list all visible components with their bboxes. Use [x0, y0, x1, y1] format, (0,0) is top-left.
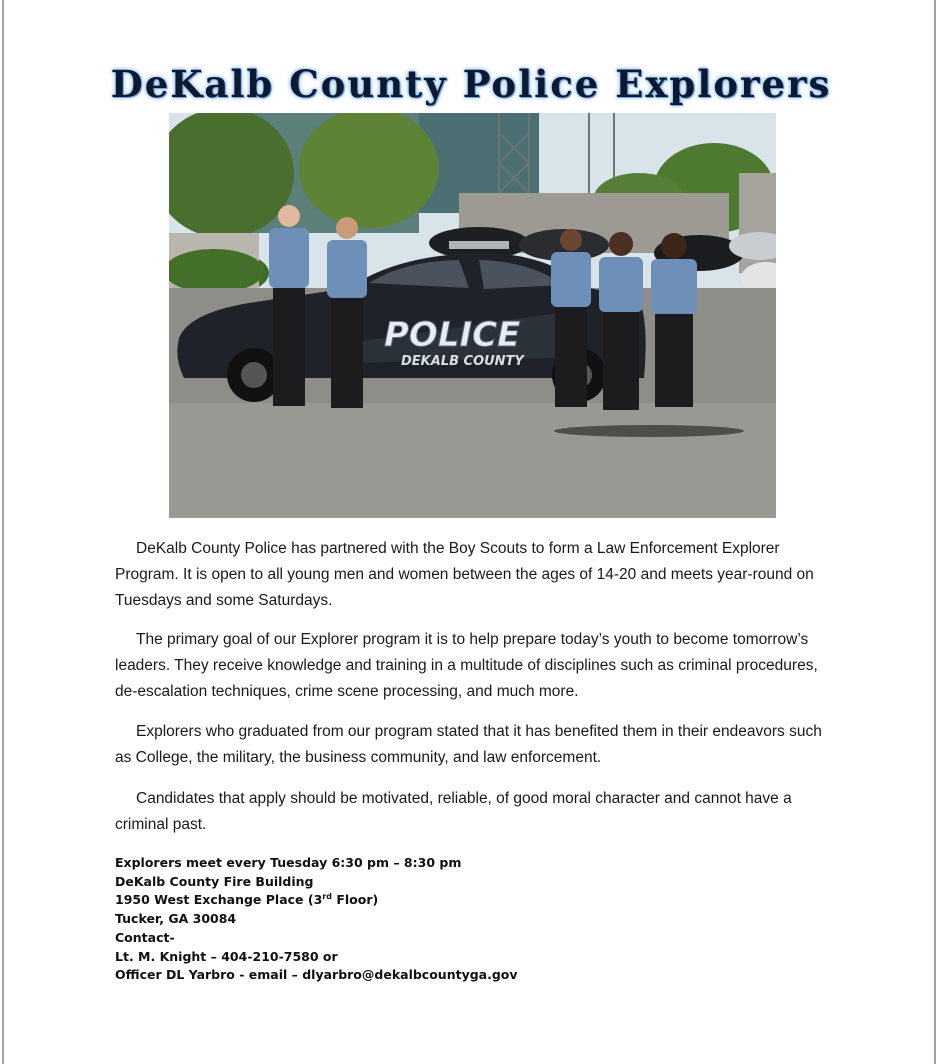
- meeting-building: DeKalb County Fire Building: [115, 873, 314, 889]
- paragraph-candidates: Candidates that apply should be motivated, reliable, of good moral character and cannot have a criminal past.: [115, 790, 792, 833]
- page-title: DeKalb County Police Explorers: [110, 62, 832, 106]
- paragraph-intro: DeKalb County Police has partnered with the Boy Scouts to form a Law Enforcement Explorer Program. It is open to all young men and women between the ages of 14-20 and meets year-round on Tuesdays and some Saturdays.: [115, 540, 814, 609]
- paragraph-goal: The primary goal of our Explorer program it is to help prepare today’s youth to become tomorrow’s leaders. They receive knowledge and training in a multitude of disciplines such as criminal procedures, de-escalation techniques, crime scene processing, and much more.: [115, 631, 818, 700]
- meeting-city: Tucker, GA 30084: [115, 911, 237, 927]
- contact-label: Contact-: [115, 929, 175, 945]
- explorers-photo: [169, 113, 776, 518]
- document-page: [2, 0, 936, 1064]
- meeting-info: [115, 854, 715, 985]
- paragraph-graduates: Explorers who graduated from our program stated that it has benefited them in their endeavors such as College, the military, the business community, and law enforcement.: [115, 723, 822, 766]
- contact-knight: Lt. M. Knight – 404-210-7580 or: [115, 948, 338, 964]
- meeting-address: 1950 West Exchange Place (3rd Floor): [115, 892, 379, 908]
- car-police-text: POLICE: [384, 315, 521, 355]
- car-county-text: DEKALB COUNTY: [401, 354, 524, 369]
- meeting-time: Explorers meet every Tuesday 6:30 pm – 8:30 pm: [115, 855, 462, 870]
- contact-yarbro: Officer DL Yarbro - email – dlyarbro@dekalbcountyga.gov: [115, 967, 518, 983]
